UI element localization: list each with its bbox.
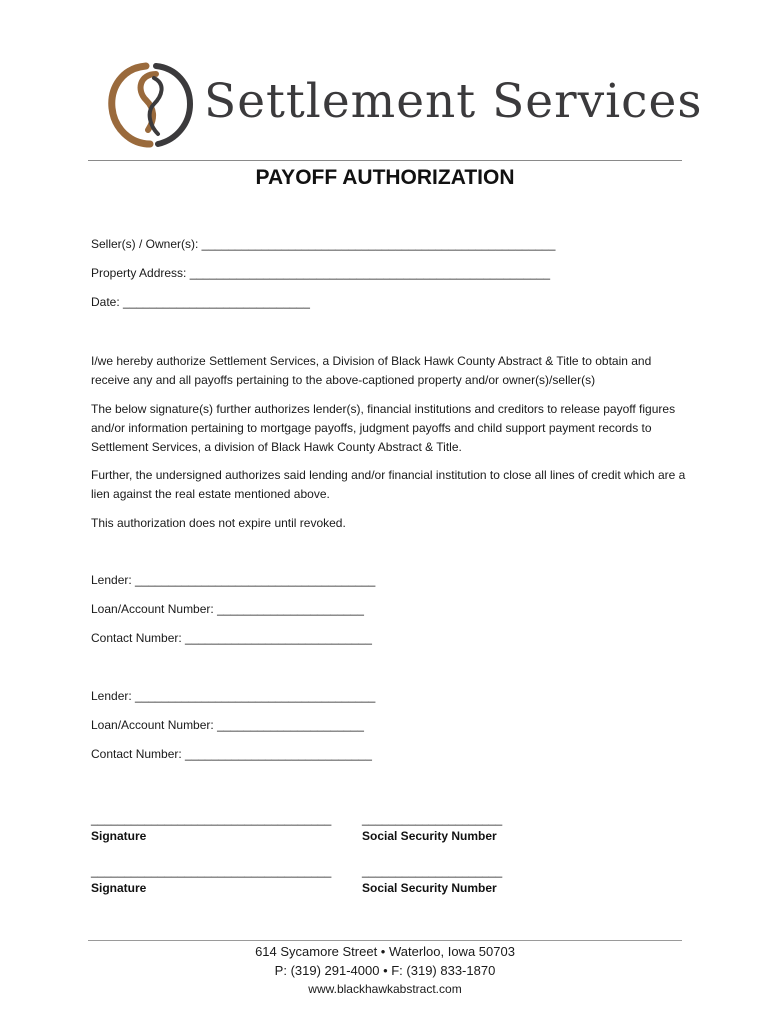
loan-account-2-field[interactable]: Loan/Account Number: ______________________ (91, 718, 364, 732)
footer-website[interactable]: www.blackhawkabstract.com (308, 982, 462, 996)
signature-2-label: Signature (91, 881, 147, 895)
footer-phone: P: (319) 291-4000 • F: (319) 833-1870 (274, 963, 496, 978)
brand-name: Settlement Services (204, 74, 703, 129)
release-paragraph: The below signature(s) further authorizes lender(s), financial institutions and creditors to release payoff figures and/or information pertaining to mortgage payoffs, judgment payoffs and child support payment records to Settlement Services, a division of Black Hawk County Abstract & Title. (91, 402, 676, 454)
footer-address: 614 Sycamore Street • Waterloo, Iowa 50703 (255, 944, 515, 959)
ssn-2-line[interactable]: _____________________ (362, 864, 503, 878)
ssn-2-label: Social Security Number (362, 881, 497, 895)
lender-1-field[interactable]: Lender: ____________________________________ (91, 573, 376, 587)
property-address-field[interactable]: Property Address: ______________________________________________________ (91, 266, 551, 280)
company-logo (106, 60, 703, 148)
lender-2-field[interactable]: Lender: ____________________________________ (91, 689, 376, 703)
close-credit-paragraph: Further, the undersigned authorizes said lending and/or financial institution to close all lines of credit which are a lien against the real estate mentioned above. (91, 468, 686, 501)
signature-1-line[interactable]: ____________________________________ (91, 812, 332, 826)
header-divider (88, 160, 682, 161)
loan-account-1-field[interactable]: Loan/Account Number: ______________________ (91, 602, 364, 616)
sellers-field[interactable]: Seller(s) / Owner(s): _____________________________________________________ (91, 237, 556, 251)
signature-1-label: Signature (91, 829, 147, 843)
expiration-paragraph: This authorization does not expire until revoked. (91, 516, 346, 530)
date-field[interactable]: Date: ____________________________ (91, 295, 310, 309)
ssn-1-label: Social Security Number (362, 829, 497, 843)
footer-divider (88, 940, 682, 941)
contact-number-1-field[interactable]: Contact Number: ____________________________ (91, 631, 372, 645)
contact-number-2-field[interactable]: Contact Number: ____________________________ (91, 747, 372, 761)
authorization-paragraph: I/we hereby authorize Settlement Services, a Division of Black Hawk County Abstract & Title to obtain and receive any and all payoffs pertaining to the above-captioned property and/or owner(s)/seller(s) (91, 354, 652, 387)
settlement-services-s-logo-icon (106, 60, 196, 148)
document-title: PAYOFF AUTHORIZATION (255, 166, 515, 189)
signature-2-line[interactable]: ____________________________________ (91, 864, 332, 878)
ssn-1-line[interactable]: _____________________ (362, 812, 503, 826)
